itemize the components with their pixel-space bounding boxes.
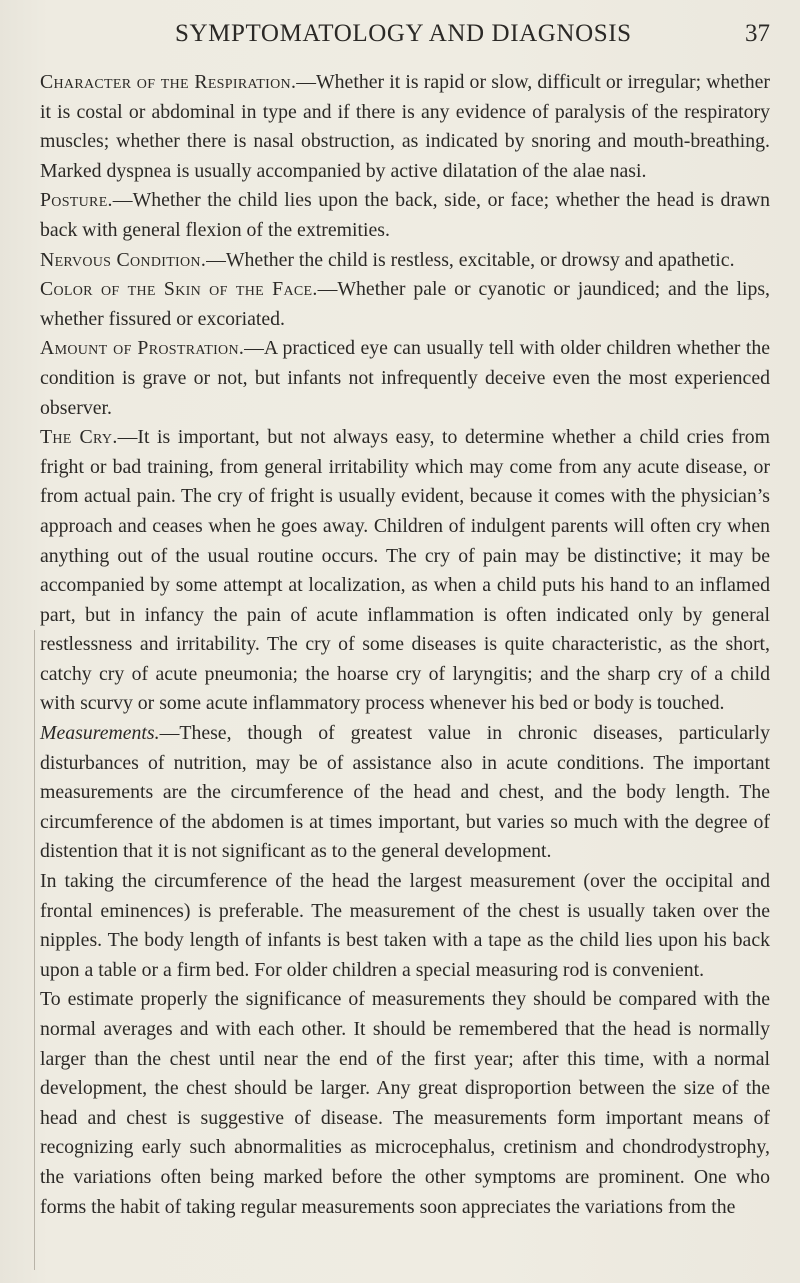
running-head [40,14,770,54]
paragraph-text: —A practiced eye can usually tell with older children whether the condition is grave or not, but infants not infrequently deceive even the most experienced observer. [40,337,770,419]
paragraph-text: —Whether it is rapid or slow, difficult or irregular; whether it is costal or abdominal in type and if there is any evidence of paralysis of the respiratory muscles; whether there is nasal obstruction, as indicated by snoring and mouth-breathing. Marked dyspnea is usually accompanied by active dilatation of the alae nasi. [40,71,770,182]
paragraph-text: To estimate properly the significance of measurements they should be compared with the normal averages and with each other. It should be remembered that the head is normally larger than the chest until near the end of the first year; after this time, with a normal development, the chest should be larger. Any great disproportion between the size of the head and chest is suggestive of disease. The measurements form important means of recognizing early such abnormalities as microcephalus, cretinism and chondrodystrophy, the variations often being marked before the other symptoms are prominent. One who forms the habit of taking regular measurements soon appreciates the variations from the [40,988,770,1218]
paragraph-text: —These, though of greatest value in chronic diseases, particularly disturbances of nutrition, may be of assistance also in acute conditions. The important measurements are the circumference of the head and chest, and the body length. The circumference of the abdomen is at times important, but varies so much with the degree of distention that it is not significant as to the general development. [40,722,770,863]
paragraph-text: —It is important, but not always easy, to determine whether a child cries from fright or bad training, from general irritability which may come from any acute disease, or from actual pain. The cry of fright is usually evident, because it comes with the physician’s approach and ceases when he goes away. Children of indulgent parents will often cry when anything out of the usual routine occurs. The cry of pain may be distinctive; it may be accompanied by some attempt at localization, as when a child puts his hand to an inflamed part, but in infancy the pain of acute inflammation is often indicated only by general restlessness and irritability. The cry of some diseases is quite characteristic, as the short, catchy cry of acute pneumonia; the hoarse cry of laryngitis; and the sharp cry of a child with scurvy or some acute inflammatory process whenever his bed or body is touched. [40,426,771,715]
paragraph-respiration [40,68,770,186]
paragraph-heading: Nervous Condition. [40,248,207,271]
paragraph-text: —Whether pale or cyanotic or jaundiced; and the lips, whether fissured or excoriated. [40,278,770,330]
paragraph-prostration [40,334,770,423]
paragraph-text: —Whether the child lies upon the back, side, or face; whether the head is drawn back with general flexion of the extremities. [40,189,770,241]
paragraph-heading: Color of the Skin of the Face. [40,278,318,301]
page-number: 37 [745,20,770,47]
paragraph-heading: Character of the Respiration. [40,71,297,93]
paragraph-heading: Amount of Prostration. [40,337,245,360]
paragraph-heading: Posture. [40,189,113,212]
paragraph-heading: The Cry. [40,426,118,449]
paragraph-measurements [40,719,770,867]
paragraph-head-circumference [40,867,770,985]
paragraph-text: —Whether the child is restless, excitable, or drowsy and apathetic. [206,248,735,271]
paragraph-posture [40,186,770,245]
page-body [40,68,770,1222]
paragraph-nervous-condition [40,246,770,276]
paragraph-text: In taking the circumference of the head the largest measurement (over the occipital and frontal eminences) is preferable. The measurement of the chest is usually taken over the nipples. The body length of infants is best taken with a tape as the child lies upon his back upon a table or a firm bed. For older children a special measuring rod is convenient. [40,870,770,981]
paragraph-skin-color [40,275,770,334]
paragraph-estimating-significance [40,985,770,1222]
page-edge-mark [34,630,35,1270]
paragraph-heading: Measurements. [40,722,160,745]
running-head-title: SYMPTOMATOLOGY AND DIAGNOSIS [175,20,632,47]
paragraph-cry [40,423,770,719]
